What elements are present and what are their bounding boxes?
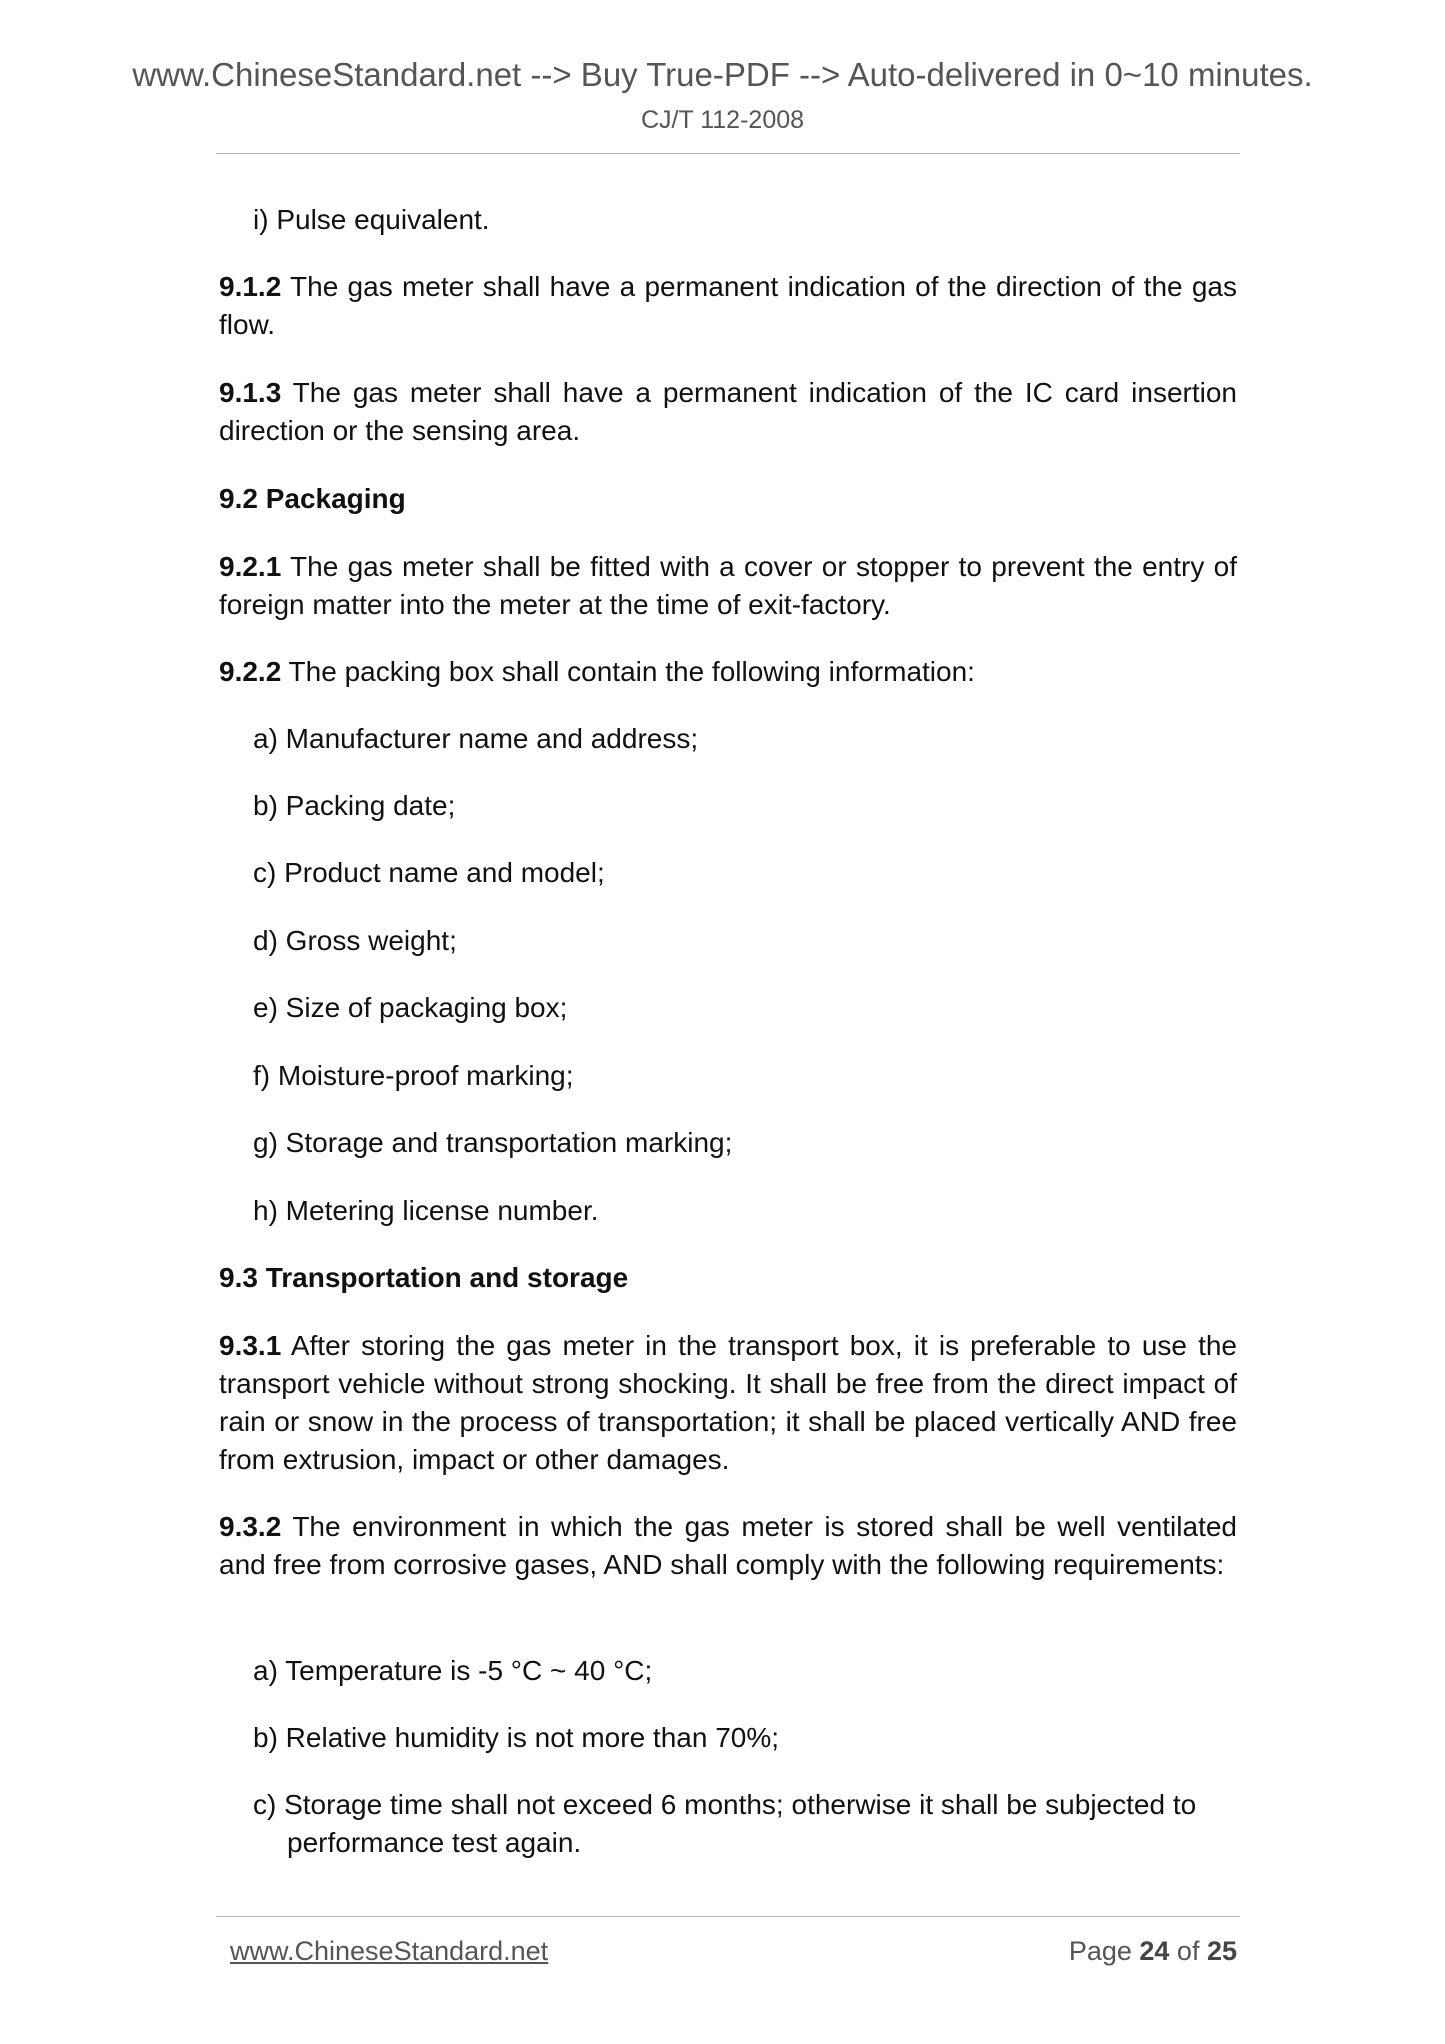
clause-9-1-3 [219, 374, 1237, 450]
clause-text: After storing the gas meter in the transport box, it is preferable to use the transport vehicle without strong shocking. It shall be free from the direct impact of rain or snow in the process of transportation; it shall be placed vertically AND free from extrusion, impact or other damages. [219, 1330, 1237, 1475]
clause-text: The environment in which the gas meter is stored shall be well ventilated and free from corrosive gases, AND shall comply with the following requirements: [219, 1511, 1237, 1580]
section-heading-9-2: 9.2 Packaging [219, 483, 406, 514]
clause-number: 9.1.2 [219, 271, 282, 302]
footer-divider [216, 1916, 1240, 1917]
clause-number: 9.3.1 [219, 1330, 282, 1361]
list-item: d) Gross weight; [253, 925, 457, 956]
header-banner: www.ChineseStandard.net --> Buy True-PDF --> Auto-delivered in 0~10 minutes. [132, 56, 1313, 93]
clause-text: The gas meter shall be fitted with a cover or stopper to prevent the entry of foreign matter into the meter at the time of exit-factory. [219, 551, 1237, 620]
list-item: c) Product name and model; [253, 857, 605, 888]
list-item-i: i) Pulse equivalent. [253, 204, 490, 235]
clause-text: The gas meter shall have a permanent indication of the direction of the gas flow. [219, 271, 1237, 340]
clause-9-3-1 [219, 1327, 1237, 1479]
clause-number: 9.2.1 [219, 551, 282, 582]
list-item: f) Moisture-proof marking; [253, 1060, 574, 1091]
clause-9-3-2 [219, 1508, 1237, 1584]
clause-9-1-2 [219, 268, 1237, 344]
clause-number: 9.1.3 [219, 377, 282, 408]
clause-9-2-1 [219, 548, 1237, 624]
clause-number: 9.2.2 [219, 656, 282, 687]
clause-text: The packing box shall contain the following information: [281, 656, 975, 687]
list-item: b) Relative humidity is not more than 70%; [253, 1722, 780, 1753]
list-item: b) Packing date; [253, 790, 456, 821]
section-heading-9-3: 9.3 Transportation and storage [219, 1262, 629, 1293]
clause-text: The gas meter shall have a permanent indication of the IC card insertion direction or the sensing area. [219, 377, 1237, 446]
list-item: c) Storage time shall not exceed 6 months; otherwise it shall be subjected to performance test again. [253, 1789, 1197, 1858]
header-divider [216, 153, 1240, 154]
list-item: h) Metering license number. [253, 1195, 599, 1226]
list-item: g) Storage and transportation marking; [253, 1127, 733, 1158]
clause-number: 9.3.2 [219, 1511, 282, 1542]
page-number: Page 24 of 25 [1068, 1936, 1237, 1966]
standard-code: CJ/T 112-2008 [640, 106, 805, 134]
list-item: a) Manufacturer name and address; [253, 723, 699, 754]
list-item: e) Size of packaging box; [253, 992, 568, 1023]
footer-site-link[interactable]: www.ChineseStandard.net [230, 1936, 549, 1966]
clause-9-2-2 [219, 653, 1237, 691]
list-item: a) Temperature is -5 °C ~ 40 °C; [253, 1655, 653, 1686]
